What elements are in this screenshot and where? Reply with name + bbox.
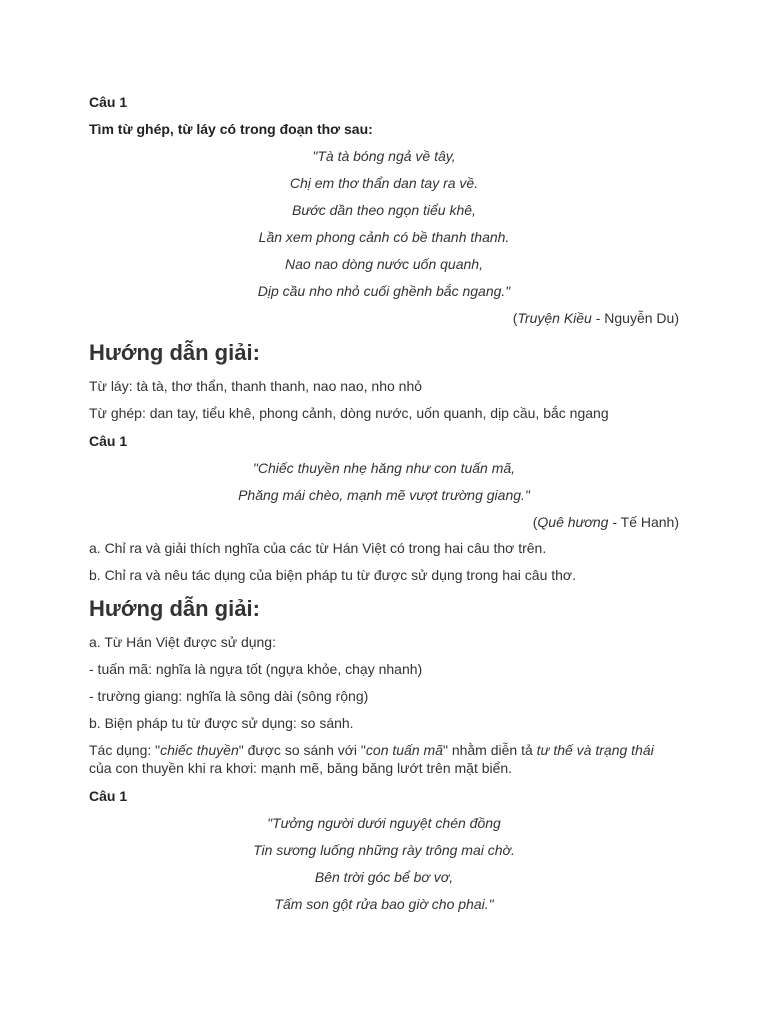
answer-heading: Hướng dẫn giải:: [89, 596, 260, 621]
source-author: - Nguyễn Du): [591, 310, 679, 326]
poem-source: [89, 308, 679, 328]
poem-line: Bước dần theo ngọn tiểu khê,: [292, 202, 476, 218]
answer-line: - tuấn mã: nghĩa là ngựa tốt (ngựa khỏe, chạy nhanh): [89, 661, 423, 677]
source-work-title: Quê hương: [537, 514, 609, 530]
effect-text: của con thuyền khi ra khơi: mạnh mẽ, băng băng lướt trên mặt biển.: [89, 760, 513, 776]
poem-source: [89, 512, 679, 532]
source-open: (: [512, 310, 518, 326]
poem-line: Bên trời góc bể bơ vơ,: [314, 869, 454, 885]
poem-line: "Chiếc thuyền nhẹ hăng như con tuấn mã,: [252, 460, 516, 476]
question-item: a. Chỉ ra và giải thích nghĩa của các từ Hán Việt có trong hai câu thơ trên.: [89, 540, 547, 556]
effect-text: " nhằm diễn tả: [442, 742, 537, 758]
poem-line: Phăng mái chèo, mạnh mẽ vượt trường giang.": [238, 487, 530, 503]
poem-line: Lần xem phong cảnh có bề thanh thanh.: [258, 229, 510, 245]
question-prompt: Tìm từ ghép, từ láy có trong đoạn thơ sau:: [89, 121, 373, 137]
answer-heading: Hướng dẫn giải:: [89, 340, 260, 365]
effect-text: Tác dụng: ": [89, 742, 161, 758]
effect-emphasis: chiếc thuyền: [160, 742, 239, 758]
question-label: Câu 1: [89, 788, 128, 804]
source-work-title: Truyện Kiều: [517, 310, 592, 326]
answer-effect: [89, 741, 679, 777]
question-item: b. Chỉ ra và nêu tác dụng của biện pháp tu từ được sử dụng trong hai câu thơ.: [89, 567, 576, 583]
effect-text: " được so sánh với ": [238, 742, 366, 758]
source-author: - Tế Hanh): [608, 514, 679, 530]
source-open: (: [532, 514, 538, 530]
poem-line: Tin sương luống những rày trông mai chờ.: [253, 842, 515, 858]
question-label: Câu 1: [89, 433, 128, 449]
poem-line: Dịp cầu nho nhỏ cuối ghềnh bắc ngang.": [257, 283, 511, 299]
poem-line: "Tưởng người dưới nguyệt chén đồng: [267, 815, 501, 831]
answer-line: a. Từ Hán Việt được sử dụng:: [89, 634, 276, 650]
poem-line: Tấm son gột rửa bao giờ cho phai.": [274, 896, 494, 912]
question-label: Câu 1: [89, 94, 128, 110]
answer-line: b. Biện pháp tu từ được sử dụng: so sánh.: [89, 715, 354, 731]
poem-line: Nao nao dòng nước uốn quanh,: [285, 256, 483, 272]
poem-line: "Tà tà bóng ngả về tây,: [312, 148, 456, 164]
poem-line: Chị em thơ thẩn dan tay ra về.: [289, 175, 479, 191]
answer-line: Từ láy: tà tà, thơ thẩn, thanh thanh, nao nao, nho nhỏ: [89, 378, 423, 394]
effect-emphasis: con tuấn mã: [365, 742, 443, 758]
effect-emphasis: tư thế và trạng thái: [536, 742, 654, 758]
answer-line: Từ ghép: dan tay, tiểu khê, phong cảnh, dòng nước, uốn quanh, dịp cầu, bắc ngang: [89, 405, 609, 421]
answer-line: - trường giang: nghĩa là sông dài (sông rộng): [89, 688, 369, 704]
document-body: [89, 92, 679, 921]
